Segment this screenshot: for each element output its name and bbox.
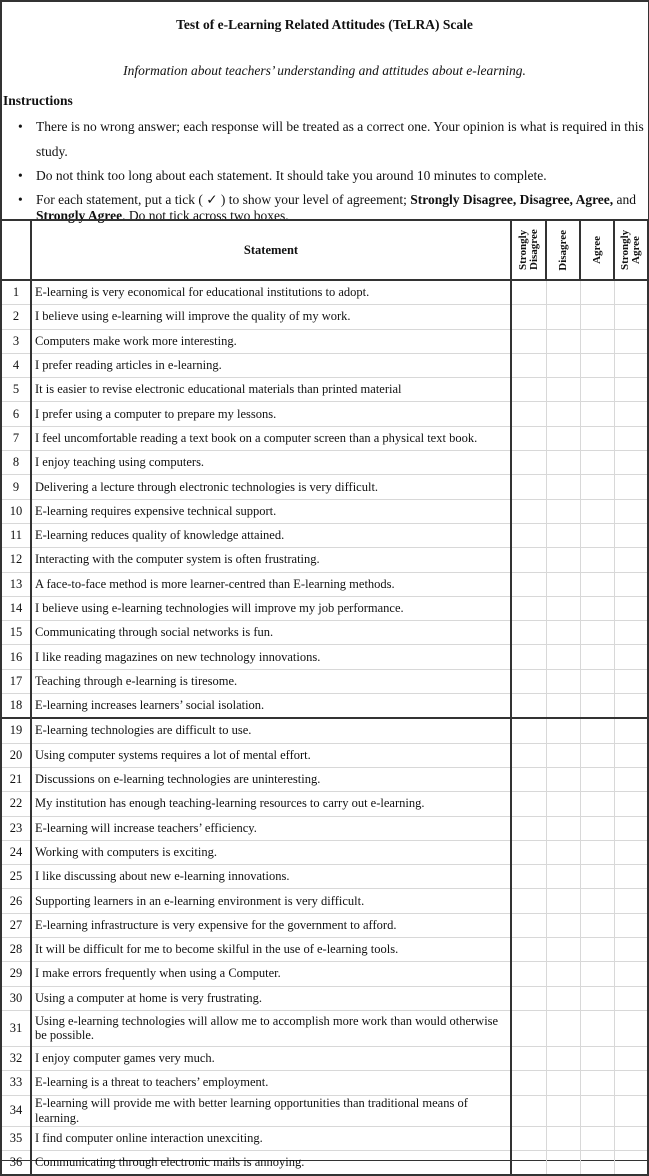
- tick-box-disagree[interactable]: [546, 523, 580, 547]
- tick-box-agree[interactable]: [580, 816, 614, 840]
- row-number: 8: [1, 451, 31, 475]
- table-row: [1, 451, 648, 475]
- tick-box-strongly-disagree[interactable]: [511, 426, 546, 450]
- tick-box-strongly-agree[interactable]: [614, 743, 648, 767]
- tick-box-disagree[interactable]: [546, 426, 580, 450]
- tick-box-agree[interactable]: [580, 767, 614, 791]
- tick-box-strongly-agree[interactable]: [614, 475, 648, 499]
- row-statement: I like discussing about new e-learning innovations.: [31, 865, 511, 889]
- tick-box-strongly-disagree[interactable]: [511, 938, 546, 962]
- tick-box-strongly-disagree[interactable]: [511, 1095, 546, 1126]
- tick-box-strongly-agree[interactable]: [614, 353, 648, 377]
- row-statement: Using e-learning technologies will allow me to accomplish more work than would otherwise be possible.: [31, 1010, 511, 1046]
- row-statement: E-learning requires expensive technical support.: [31, 499, 511, 523]
- tick-box-strongly-agree[interactable]: [614, 1150, 648, 1175]
- tick-box-strongly-agree[interactable]: [614, 792, 648, 816]
- tick-box-disagree[interactable]: [546, 329, 580, 353]
- tick-box-agree[interactable]: [580, 792, 614, 816]
- tick-box-disagree[interactable]: [546, 548, 580, 572]
- row-number: 3: [1, 329, 31, 353]
- row-statement: I feel uncomfortable reading a text book on a computer screen than a physical text book.: [31, 426, 511, 450]
- row-statement: E-learning is very economical for educational institutions to adopt.: [31, 280, 511, 305]
- tick-box-strongly-disagree[interactable]: [511, 475, 546, 499]
- tick-box-disagree[interactable]: [546, 743, 580, 767]
- tick-box-strongly-agree[interactable]: [614, 596, 648, 620]
- row-statement: Supporting learners in an e-learning environment is very difficult.: [31, 889, 511, 913]
- tick-box-strongly-disagree[interactable]: [511, 767, 546, 791]
- tick-box-strongly-disagree[interactable]: [511, 1071, 546, 1095]
- tick-box-strongly-agree[interactable]: [614, 402, 648, 426]
- tick-box-agree[interactable]: [580, 669, 614, 693]
- row-number: 21: [1, 767, 31, 791]
- tick-box-strongly-disagree[interactable]: [511, 499, 546, 523]
- tick-box-agree[interactable]: [580, 621, 614, 645]
- table-row: [1, 913, 648, 937]
- instruction-text-and: and: [613, 192, 637, 207]
- row-number: 5: [1, 378, 31, 402]
- tick-box-strongly-disagree[interactable]: [511, 840, 546, 864]
- header-strongly-agree: [614, 220, 648, 280]
- tick-box-disagree[interactable]: [546, 305, 580, 329]
- tick-box-strongly-disagree[interactable]: [511, 718, 546, 743]
- row-number: 7: [1, 426, 31, 450]
- tick-box-strongly-disagree[interactable]: [511, 378, 546, 402]
- row-statement: I enjoy computer games very much.: [31, 1046, 511, 1070]
- tick-box-disagree[interactable]: [546, 913, 580, 937]
- tick-box-strongly-agree[interactable]: [614, 962, 648, 986]
- instruction-last-option-bold: Strongly Agree: [36, 208, 123, 223]
- tick-box-strongly-disagree[interactable]: [511, 962, 546, 986]
- tick-box-agree[interactable]: [580, 1126, 614, 1150]
- document-title: Test of e-Learning Related Attitudes (TeLRA) Scale: [176, 17, 473, 32]
- row-number: 34: [1, 1095, 31, 1126]
- header-disagree-label: Disagree: [556, 229, 569, 271]
- table-row: [1, 402, 648, 426]
- bullet-icon: •: [18, 168, 23, 183]
- instruction-text: Do not think too long about each statement. It should take you around 10 minutes to complete.: [36, 168, 547, 183]
- row-number: 11: [1, 523, 31, 547]
- instructions-heading: Instructions: [3, 93, 73, 108]
- table-row: [1, 523, 648, 547]
- tick-box-disagree[interactable]: [546, 718, 580, 743]
- header-number: [1, 220, 31, 280]
- tick-box-disagree[interactable]: [546, 840, 580, 864]
- instruction-text: There is no wrong answer; each response will be treated as a correct one. Your opinion is what is required in this study.: [36, 119, 644, 159]
- tick-box-agree[interactable]: [580, 986, 614, 1010]
- tick-box-disagree[interactable]: [546, 1071, 580, 1095]
- tick-box-agree[interactable]: [580, 378, 614, 402]
- tick-box-disagree[interactable]: [546, 767, 580, 791]
- table-row: [1, 572, 648, 596]
- tick-box-disagree[interactable]: [546, 1095, 580, 1126]
- tick-box-agree[interactable]: [580, 962, 614, 986]
- table-row: [1, 548, 648, 572]
- row-number: 30: [1, 986, 31, 1010]
- row-statement: Delivering a lecture through electronic technologies is very difficult.: [31, 475, 511, 499]
- table-row: [1, 792, 648, 816]
- table-row: [1, 986, 648, 1010]
- tick-box-disagree[interactable]: [546, 353, 580, 377]
- table-row: [1, 938, 648, 962]
- instructions-list: [18, 114, 646, 224]
- table-row: [1, 767, 648, 791]
- row-statement: I make errors frequently when using a Computer.: [31, 962, 511, 986]
- table-header-row: [1, 220, 648, 280]
- tick-box-strongly-disagree[interactable]: [511, 451, 546, 475]
- statement-table: [0, 219, 649, 1176]
- row-statement: A face-to-face method is more learner-centred than E-learning methods.: [31, 572, 511, 596]
- statement-rows: [1, 280, 648, 1175]
- tick-box-strongly-agree[interactable]: [614, 499, 648, 523]
- tick-box-strongly-disagree[interactable]: [511, 913, 546, 937]
- row-number: 23: [1, 816, 31, 840]
- tick-box-agree[interactable]: [580, 1095, 614, 1126]
- table-row: [1, 1150, 648, 1175]
- tick-box-strongly-agree[interactable]: [614, 840, 648, 864]
- table-row: [1, 645, 648, 669]
- tick-box-agree[interactable]: [580, 596, 614, 620]
- instruction-options-bold: Strongly Disagree, Disagree, Agree,: [410, 192, 614, 207]
- tick-box-strongly-agree[interactable]: [614, 305, 648, 329]
- tick-box-agree[interactable]: [580, 889, 614, 913]
- document-subtitle: Information about teachers’ understanding and attitudes about e-learning.: [123, 63, 526, 78]
- tick-box-agree[interactable]: [580, 1150, 614, 1175]
- tick-box-strongly-agree[interactable]: [614, 621, 648, 645]
- tick-box-agree[interactable]: [580, 1046, 614, 1070]
- tick-box-disagree[interactable]: [546, 889, 580, 913]
- row-statement: Using computer systems requires a lot of mental effort.: [31, 743, 511, 767]
- table-row: [1, 426, 648, 450]
- tick-box-agree[interactable]: [580, 280, 614, 305]
- row-statement: E-learning will provide me with better learning opportunities than traditional means of learning.: [31, 1095, 511, 1126]
- row-statement: E-learning is a threat to teachers’ employment.: [31, 1071, 511, 1095]
- row-number: 24: [1, 840, 31, 864]
- tick-box-strongly-agree[interactable]: [614, 1126, 648, 1150]
- tick-box-agree[interactable]: [580, 548, 614, 572]
- tick-box-strongly-agree[interactable]: [614, 572, 648, 596]
- row-statement: Discussions on e-learning technologies are uninteresting.: [31, 767, 511, 791]
- tick-box-strongly-disagree[interactable]: [511, 743, 546, 767]
- tick-box-agree[interactable]: [580, 402, 614, 426]
- tick-box-strongly-disagree[interactable]: [511, 280, 546, 305]
- tick-box-disagree[interactable]: [546, 1010, 580, 1046]
- tick-box-agree[interactable]: [580, 572, 614, 596]
- tick-box-disagree[interactable]: [546, 986, 580, 1010]
- row-statement: Working with computers is exciting.: [31, 840, 511, 864]
- row-statement: Using a computer at home is very frustrating.: [31, 986, 511, 1010]
- tick-box-agree[interactable]: [580, 645, 614, 669]
- tick-box-agree[interactable]: [580, 499, 614, 523]
- tick-box-strongly-disagree[interactable]: [511, 1046, 546, 1070]
- table-row: [1, 1010, 648, 1046]
- row-statement: E-learning reduces quality of knowledge attained.: [31, 523, 511, 547]
- tick-box-strongly-disagree[interactable]: [511, 889, 546, 913]
- table-row: [1, 718, 648, 743]
- row-statement: Communicating through electronic mails is annoying.: [31, 1150, 511, 1175]
- tick-box-strongly-disagree[interactable]: [511, 523, 546, 547]
- row-number: 4: [1, 353, 31, 377]
- tick-box-agree[interactable]: [580, 1071, 614, 1095]
- tick-box-strongly-agree[interactable]: [614, 548, 648, 572]
- tick-box-strongly-disagree[interactable]: [511, 1150, 546, 1175]
- table-row: [1, 499, 648, 523]
- tick-box-disagree[interactable]: [546, 572, 580, 596]
- row-statement: E-learning infrastructure is very expensive for the government to afford.: [31, 913, 511, 937]
- row-number: 2: [1, 305, 31, 329]
- row-number: 14: [1, 596, 31, 620]
- row-number: 6: [1, 402, 31, 426]
- tick-box-agree[interactable]: [580, 865, 614, 889]
- row-number: 20: [1, 743, 31, 767]
- tick-box-strongly-agree[interactable]: [614, 451, 648, 475]
- tick-box-strongly-agree[interactable]: [614, 694, 648, 719]
- tick-box-agree[interactable]: [580, 694, 614, 719]
- table-row: [1, 1126, 648, 1150]
- tick-box-strongly-disagree[interactable]: [511, 1010, 546, 1046]
- row-statement: Communicating through social networks is fun.: [31, 621, 511, 645]
- tick-box-strongly-agree[interactable]: [614, 1071, 648, 1095]
- tick-box-strongly-disagree[interactable]: [511, 986, 546, 1010]
- tick-box-strongly-agree[interactable]: [614, 913, 648, 937]
- tick-box-disagree[interactable]: [546, 1150, 580, 1175]
- row-statement: Teaching through e-learning is tiresome.: [31, 669, 511, 693]
- tick-box-strongly-agree[interactable]: [614, 718, 648, 743]
- row-statement: It will be difficult for me to become skilful in the use of e-learning tools.: [31, 938, 511, 962]
- row-number: 1: [1, 280, 31, 305]
- tick-box-disagree[interactable]: [546, 792, 580, 816]
- row-statement: I prefer reading articles in e-learning.: [31, 353, 511, 377]
- tick-box-agree[interactable]: [580, 329, 614, 353]
- row-statement: I find computer online interaction unexciting.: [31, 1126, 511, 1150]
- table-row: [1, 596, 648, 620]
- table-row: [1, 621, 648, 645]
- tick-box-agree[interactable]: [580, 938, 614, 962]
- tick-box-disagree[interactable]: [546, 596, 580, 620]
- tick-box-disagree[interactable]: [546, 938, 580, 962]
- tick-box-disagree[interactable]: [546, 669, 580, 693]
- tick-box-strongly-agree[interactable]: [614, 329, 648, 353]
- table-row: [1, 840, 648, 864]
- tick-box-strongly-disagree[interactable]: [511, 402, 546, 426]
- table-row: [1, 1046, 648, 1070]
- row-number: 27: [1, 913, 31, 937]
- row-number: 19: [1, 718, 31, 743]
- instruction-item: [18, 166, 646, 186]
- tick-box-strongly-agree[interactable]: [614, 378, 648, 402]
- tick-box-agree[interactable]: [580, 840, 614, 864]
- table-row: [1, 305, 648, 329]
- row-number: 25: [1, 865, 31, 889]
- row-number: 22: [1, 792, 31, 816]
- tick-box-agree[interactable]: [580, 913, 614, 937]
- tick-box-strongly-disagree[interactable]: [511, 645, 546, 669]
- tick-box-strongly-agree[interactable]: [614, 816, 648, 840]
- header-strongly-agree-label: Strongly Agree: [619, 229, 642, 271]
- row-number: 33: [1, 1071, 31, 1095]
- tick-box-strongly-agree[interactable]: [614, 280, 648, 305]
- tick-box-agree[interactable]: [580, 743, 614, 767]
- tick-box-disagree[interactable]: [546, 378, 580, 402]
- tick-box-disagree[interactable]: [546, 816, 580, 840]
- row-statement: I like reading magazines on new technology innovations.: [31, 645, 511, 669]
- table-row: [1, 694, 648, 719]
- row-statement: Computers make work more interesting.: [31, 329, 511, 353]
- row-statement: E-learning will increase teachers’ efficiency.: [31, 816, 511, 840]
- tick-box-disagree[interactable]: [546, 499, 580, 523]
- tick-box-agree[interactable]: [580, 475, 614, 499]
- tick-box-disagree[interactable]: [546, 621, 580, 645]
- table-row: [1, 353, 648, 377]
- tick-box-strongly-agree[interactable]: [614, 426, 648, 450]
- row-statement: I prefer using a computer to prepare my lessons.: [31, 402, 511, 426]
- tick-box-strongly-disagree[interactable]: [511, 621, 546, 645]
- row-number: 31: [1, 1010, 31, 1046]
- header-agree: [580, 220, 614, 280]
- row-number: 29: [1, 962, 31, 986]
- row-statement: I enjoy teaching using computers.: [31, 451, 511, 475]
- table-row: [1, 743, 648, 767]
- tick-box-strongly-agree[interactable]: [614, 523, 648, 547]
- tick-box-strongly-disagree[interactable]: [511, 305, 546, 329]
- row-number: 26: [1, 889, 31, 913]
- row-number: 13: [1, 572, 31, 596]
- tick-box-strongly-disagree[interactable]: [511, 669, 546, 693]
- bullet-icon: •: [18, 119, 23, 134]
- tick-box-strongly-disagree[interactable]: [511, 792, 546, 816]
- row-number: 9: [1, 475, 31, 499]
- bullet-icon: •: [18, 192, 23, 207]
- table-row: [1, 329, 648, 353]
- tick-box-strongly-agree[interactable]: [614, 1046, 648, 1070]
- row-statement: It is easier to revise electronic educational materials than printed material: [31, 378, 511, 402]
- tick-box-strongly-agree[interactable]: [614, 645, 648, 669]
- tick-box-strongly-agree[interactable]: [614, 938, 648, 962]
- tick-box-strongly-disagree[interactable]: [511, 548, 546, 572]
- table-row: [1, 280, 648, 305]
- header-disagree: [546, 220, 580, 280]
- tick-box-strongly-disagree[interactable]: [511, 329, 546, 353]
- tick-box-strongly-agree[interactable]: [614, 986, 648, 1010]
- tick-box-disagree[interactable]: [546, 402, 580, 426]
- tick-box-agree[interactable]: [580, 523, 614, 547]
- header-strongly-disagree-label: Strongly Disagree: [516, 229, 540, 271]
- row-number: 35: [1, 1126, 31, 1150]
- tick-box-agree[interactable]: [580, 1010, 614, 1046]
- table-row: [1, 889, 648, 913]
- tick-box-strongly-disagree[interactable]: [511, 1126, 546, 1150]
- tick-box-disagree[interactable]: [546, 1046, 580, 1070]
- row-number: 18: [1, 694, 31, 719]
- tick-box-disagree[interactable]: [546, 694, 580, 719]
- row-statement: I believe using e-learning technologies will improve my job performance.: [31, 596, 511, 620]
- tick-box-agree[interactable]: [580, 426, 614, 450]
- table-row: [1, 962, 648, 986]
- tick-box-strongly-agree[interactable]: [614, 1010, 648, 1046]
- header-statement: Statement: [31, 220, 511, 280]
- table-row: [1, 865, 648, 889]
- tick-box-agree[interactable]: [580, 718, 614, 743]
- table-row: [1, 816, 648, 840]
- row-number: 17: [1, 669, 31, 693]
- tick-box-strongly-disagree[interactable]: [511, 572, 546, 596]
- row-number: 15: [1, 621, 31, 645]
- tick-box-agree[interactable]: [580, 451, 614, 475]
- tick-box-strongly-agree[interactable]: [614, 1095, 648, 1126]
- tick-box-disagree[interactable]: [546, 645, 580, 669]
- tick-box-strongly-disagree[interactable]: [511, 694, 546, 719]
- row-statement: Interacting with the computer system is often frustrating.: [31, 548, 511, 572]
- tick-box-strongly-disagree[interactable]: [511, 353, 546, 377]
- tick-box-disagree[interactable]: [546, 865, 580, 889]
- row-statement: I believe using e-learning will improve the quality of my work.: [31, 305, 511, 329]
- tick-box-strongly-agree[interactable]: [614, 767, 648, 791]
- tick-box-strongly-agree[interactable]: [614, 669, 648, 693]
- row-number: 16: [1, 645, 31, 669]
- tick-box-agree[interactable]: [580, 353, 614, 377]
- tick-box-strongly-disagree[interactable]: [511, 596, 546, 620]
- table-row: [1, 378, 648, 402]
- tick-box-strongly-disagree[interactable]: [511, 865, 546, 889]
- header-strongly-disagree: [511, 220, 546, 280]
- header-agree-label: Agree: [590, 236, 603, 264]
- row-number: 10: [1, 499, 31, 523]
- instruction-item: [18, 114, 646, 164]
- row-statement: E-learning technologies are difficult to use.: [31, 718, 511, 743]
- tick-box-disagree[interactable]: [546, 475, 580, 499]
- tick-box-disagree[interactable]: [546, 280, 580, 305]
- table-row: [1, 475, 648, 499]
- tick-box-strongly-agree[interactable]: [614, 865, 648, 889]
- tick-box-strongly-disagree[interactable]: [511, 816, 546, 840]
- tick-box-strongly-agree[interactable]: [614, 889, 648, 913]
- row-statement: My institution has enough teaching-learning resources to carry out e-learning.: [31, 792, 511, 816]
- row-statement: E-learning increases learners’ social isolation.: [31, 694, 511, 719]
- tick-box-agree[interactable]: [580, 305, 614, 329]
- tick-box-disagree[interactable]: [546, 451, 580, 475]
- table-row: [1, 669, 648, 693]
- tick-box-disagree[interactable]: [546, 962, 580, 986]
- row-number: 28: [1, 938, 31, 962]
- row-number: 32: [1, 1046, 31, 1070]
- table-row: [1, 1071, 648, 1095]
- row-number: 12: [1, 548, 31, 572]
- table-row: [1, 1095, 648, 1126]
- instruction-text-after: . Do not tick across two boxes.: [122, 208, 289, 223]
- instruction-text-before: For each statement, put a tick ( ✓ ) to show your level of agreement;: [36, 192, 411, 207]
- tick-box-disagree[interactable]: [546, 1126, 580, 1150]
- row-number: 36: [1, 1150, 31, 1175]
